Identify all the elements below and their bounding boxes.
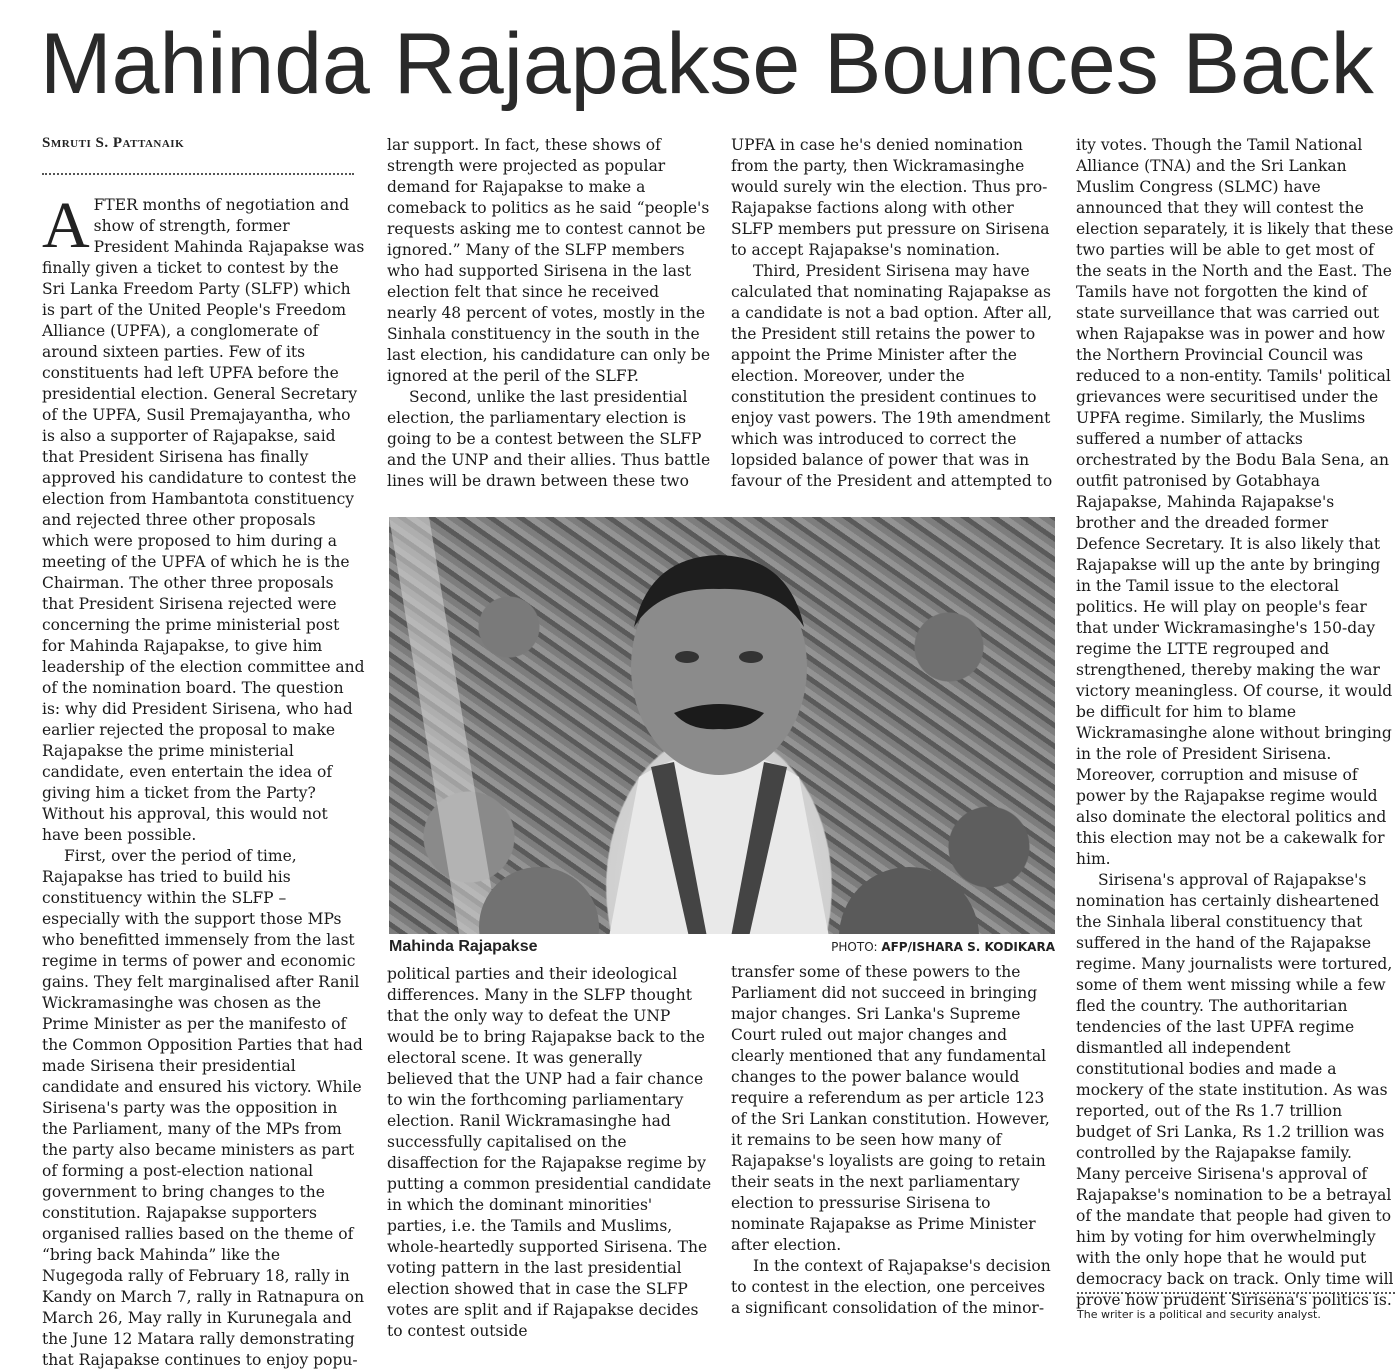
article-paragraph: lar support. In fact, these shows of strength were projected as popular demand for Rajapakse to make a comeback to politics as he said “people's requests asking me to contest cannot be ignored.” Many of the SLFP members who had supported Sirisena in the last election felt that since he received nearly 48 percent of votes, mostly in the Sinhala constituency in the south in the last election, his candidature can only be ignored at the peril of the SLFP. bbox=[387, 136, 711, 385]
article-paragraph: ity votes. Though the Tamil National Alliance (TNA) and the Sri Lankan Muslim Congress (SLMC) have announced that they will contest the election separately, it is likely that these two parties will be able to get most of the seats in the North and the East. The Tamils have not forgotten the kind of state surveillance that was carried out when Rajapakse was in power and how the Northern Provincial Council was reduced to a non-entity. Tamils' political grievances were securitised under the UPFA regime. Similarly, the Muslims suffered a number of attacks orchestrated by the Bodu Bala Sena, an outfit patronised by Gotabhaya Rajapakse, Mahinda Rajapakse's brother and the dreaded former Defence Secretary. It is also likely that Rajapakse will up the ante by bringing in the Tamil issue to the electoral politics. He will play on people's fear that under Wickramasinghe's 150-day regime the LTTE regrouped and strengthened, thereby making the war victory meaningless. Of course, it would be difficult for him to blame Wickramasinghe alone without bringing in the role of President Sirisena. Moreover, corruption and misuse of power by the Rajapakse regime would also dominate the electoral politics and this election may not be a cakewalk for him. bbox=[1076, 136, 1394, 868]
article-paragraph: Third, President Sirisena may have calculated that nominating Rajapakse as a candidate is not a bad option. After all, the President still retains the power to appoint the Prime Minister after the election. Moreover, under the constitution the president continues to enjoy vast powers. The 19th amendment which was introduced to correct the lopsided balance of power that was in favour of the President and attempted to bbox=[731, 262, 1053, 490]
photo-credit-label: PHOTO: bbox=[831, 940, 878, 954]
footnote-divider bbox=[1077, 1292, 1395, 1294]
drop-cap: A bbox=[42, 189, 90, 262]
article-column-1 bbox=[42, 189, 366, 1371]
article-paragraph: transfer some of these powers to the Parliament did not succeed in bringing major changes. Sri Lanka's Supreme Court ruled out major changes and clearly mentioned that any fundamental changes to the power balance would require a referendum as per article 123 of the Sri Lankan constitution. However, it remains to be seen how many of Rajapakse's loyalists are going to retain their seats in the next parliamentary election to pressurise Sirisena to nominate Rajapakse as Prime Minister after election. bbox=[731, 963, 1050, 1254]
article-column-4 bbox=[1076, 135, 1396, 1311]
article-paragraph: Sirisena's approval of Rajapakse's nomination has certainly disheartened the Sinhala liberal constituency that suffered in the hand of the Rajapakse regime. Many journalists were tortured, some of them went missing while a few fled the country. The authoritarian tendencies of the last UPFA regime dismantled all independent constitutional bodies and made a mockery of the state institution. As was reported, out of the Rs 1.7 trillion budget of Sri Lanka, Rs 1.2 trillion was controlled by the Rajapakse family. Many perceive Sirisena's approval of Rajapakse's nomination to be a betrayal of the mandate that people had given to him by voting for him overwhelmingly with the only hope that he would put democracy back on track. Only time will prove how prudent Sirisena's politics is. bbox=[1076, 871, 1394, 1309]
photo-caption: Mahinda Rajapakse bbox=[389, 938, 538, 955]
photo-credit-name: AFP/ISHARA S. KODIKARA bbox=[881, 940, 1055, 954]
photo-illustration bbox=[389, 517, 1055, 934]
article-paragraph: First, over the period of time, Rajapakse has tried to build his constituency within the SLFP – especially with the support those MPs who benefitted immensely from the last regime in terms of power and economic gains. They felt marginalised after Ranil Wickramasinghe was chosen as the Prime Minister as per the manifesto of the Common Opposition Parties that had made Sirisena their presidential candidate and ensured his victory. While Sirisena's party was the opposition in the Parliament, many of the MPs from the party also became ministers as part of forming a post-election national government to bring changes to the constitution. Rajapakse supporters organised rallies based on the theme of “bring back Mahinda” like the Nugegoda rally of February 18, rally in Kandy on March 7, rally in Ratnapura on March 26, May rally in Kurunegala and the June 12 Matara rally demonstrating that Rajapakse continues to enjoy popu- bbox=[42, 847, 365, 1369]
article-column-3-bottom bbox=[731, 962, 1056, 1319]
headline: Mahinda Rajapakse Bounces Back bbox=[40, 16, 1374, 112]
article-column-3-top bbox=[731, 135, 1056, 492]
photo-credit bbox=[831, 940, 1055, 954]
article-paragraph: Second, unlike the last presidential election, the parliamentary election is going to be a contest between the SLFP and the UNP and their allies. Thus battle lines will be drawn between these two bbox=[387, 388, 711, 490]
byline-divider bbox=[42, 173, 354, 175]
article-column-2-bottom bbox=[387, 964, 712, 1342]
byline: Smruti S. Pattanaik bbox=[42, 135, 185, 151]
article-paragraph: FTER months of negotiation and show of strength, former President Mahinda Rajapakse was finally given a ticket to contest by the Sri Lanka Freedom Party (SLFP) which is part of the United People's Freedom Alliance (UPFA), a conglomerate of around sixteen parties. Few of its constituents had left UPFA before the presidential election. General Secretary of the UPFA, Susil Premajayantha, who is also a supporter of Rajapakse, said that President Sirisena has finally approved his candidature to contest the election from Hambantota constituency and rejected three other proposals which were proposed to him during a meeting of the UPFA of which he is the Chairman. The other three proposals that President Sirisena rejected were concerning the prime ministerial post for Mahinda Rajapakse, to give him leadership of the election committee and of the nomination board. The question is: why did President Sirisena, who had earlier rejected the proposal to make Rajapakse the prime ministerial candidate, even entertain the idea of giving him a ticket from the Party? Without his approval, this would not have been possible. bbox=[42, 196, 365, 844]
article-paragraph: In the context of Rajapakse's decision to contest in the election, one perceives a significant consolidation of the minor- bbox=[731, 1257, 1051, 1317]
author-note: The writer is a political and security analyst. bbox=[1077, 1308, 1321, 1321]
article-column-2-top bbox=[387, 135, 712, 492]
news-photo bbox=[389, 517, 1055, 934]
article-paragraph: UPFA in case he's denied nomination from the party, then Wickramasinghe would surely win the election. Thus pro-Rajapakse factions along with other SLFP members put pressure on Sirisena to accept Rajapakse's nomination. bbox=[731, 136, 1050, 259]
article-paragraph: political parties and their ideological differences. Many in the SLFP thought that the only way to defeat the UNP would be to bring Rajapakse back to the electoral scene. It was generally believed that the UNP had a fair chance to win the forthcoming parliamentary election. Ranil Wickramasinghe had successfully capitalised on the disaffection for the Rajapakse regime by putting a common presidential candidate in which the dominant minorities' parties, i.e. the Tamils and Muslims, whole-heartedly supported Sirisena. The voting pattern in the last presidential election showed that in case the SLFP votes are split and if Rajapakse decides to contest outside bbox=[387, 965, 712, 1340]
